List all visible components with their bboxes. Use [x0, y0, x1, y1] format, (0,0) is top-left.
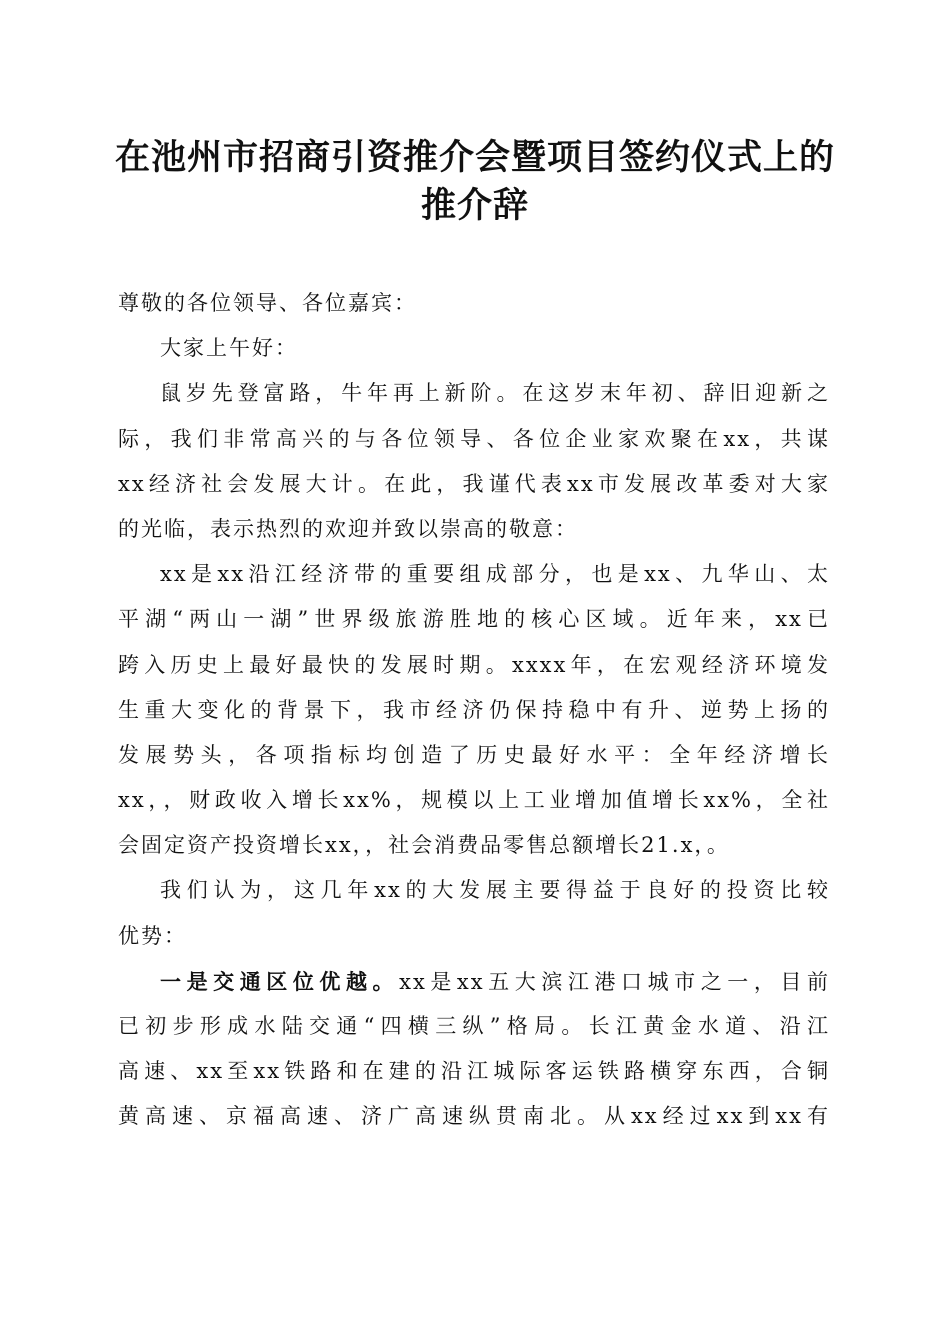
paragraph-1-line: xx经济社会发展大计。在此，我谨代表xx市发展改革委对大家	[118, 471, 830, 496]
paragraph-4-heading: 一是交通区位优越。	[160, 968, 400, 994]
paragraph-2-line: 会固定资产投资增长xx，，社会消费品零售总额增长21.x，。	[118, 833, 730, 858]
salutation: 尊敬的各位领导、各位嘉宾：	[118, 291, 417, 315]
document-title-line-1: 在池州市招商引资推介会暨项目签约仪式上的	[114, 137, 835, 178]
paragraph-3-line: 优势：	[118, 923, 187, 948]
paragraph-2-line: xx，，财政收入增长xx%，规模以上工业增加值增长xx%，全社	[118, 788, 830, 813]
paragraph-4-line: 黄高速、京福高速、济广高速纵贯南北。从xx经过xx到xx有	[118, 1104, 830, 1129]
paragraph-1-line: 鼠岁先登富路，牛年再上新阶。在这岁末年初、辞旧迎新之	[160, 381, 830, 406]
greeting: 大家上午好：	[160, 336, 298, 361]
paragraph-4-first-line-text: xx是xx五大滨江港口城市之一，目前	[399, 969, 830, 994]
document-body	[118, 281, 830, 1140]
paragraph-4-first-line	[118, 959, 830, 1004]
paragraph-4-line: 高速、xx至xx铁路和在建的沿江城际客运铁路横穿东西，合铜	[118, 1059, 830, 1084]
paragraph-1-line: 际，我们非常高兴的与各位领导、各位企业家欢聚在xx，共谋	[118, 426, 830, 451]
paragraph-2-line: 发展势头，各项指标均创造了历史最好水平：全年经济增长	[118, 742, 830, 767]
paragraph-2-line: xx是xx沿江经济带的重要组成部分，也是xx、九华山、太	[160, 562, 830, 587]
paragraph-1-line: 的光临，表示热烈的欢迎并致以崇高的敬意：	[118, 516, 578, 541]
paragraph-4-line: 已初步形成水陆交通“四横三纵”格局。长江黄金水道、沿江	[118, 1014, 830, 1038]
paragraph-2-line: 跨入历史上最好最快的发展时期。xxxx年，在宏观经济环境发	[118, 652, 830, 677]
paragraph-2-line: 生重大变化的背景下，我市经济仍保持稳中有升、逆势上扬的	[118, 697, 830, 722]
paragraph-3-line: 我们认为，这几年xx的大发展主要得益于良好的投资比较	[160, 878, 830, 903]
paragraph-2-line: 平湖“两山一湖”世界级旅游胜地的核心区域。近年来，xx已	[118, 607, 830, 632]
document-title-line-2: 推介辞	[420, 185, 529, 226]
